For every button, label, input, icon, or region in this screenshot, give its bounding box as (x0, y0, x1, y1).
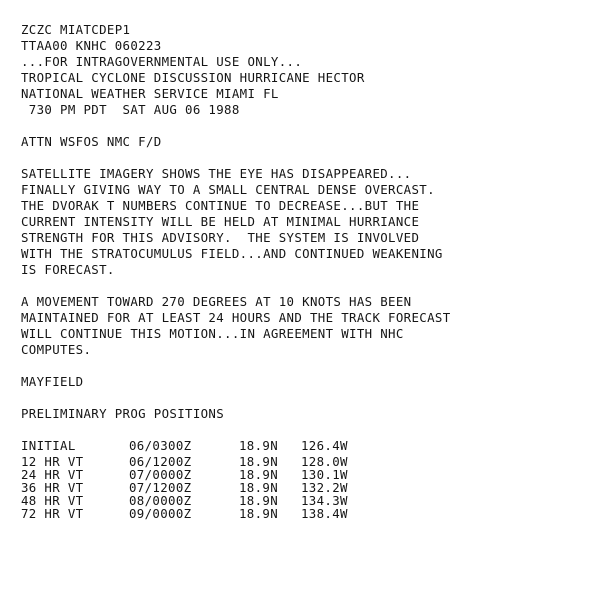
paragraph-line: THE DVORAK T NUMBERS CONTINUE TO DECREASE...BUT THE (21, 198, 420, 213)
latitude: 18.9N (239, 438, 279, 453)
paragraph-line: CURRENT INTENSITY WILL BE HELD AT MINIMAL HURRIANCE (21, 214, 420, 229)
paragraph-line: WILL CONTINUE THIS MOTION...IN AGREEMENT WITH NHC (21, 326, 404, 341)
spacer (21, 358, 601, 374)
forecast-label: 48 HR VT (21, 493, 84, 508)
latitude: 18.9N (239, 454, 279, 469)
paragraph-line: MAINTAINED FOR AT LEAST 24 HOURS AND THE TRACK FORECAST (21, 310, 451, 325)
spacer (21, 278, 601, 294)
paragraph-line: SATELLITE IMAGERY SHOWS THE EYE HAS DISAPPEARED... (21, 166, 412, 181)
valid-time: 06/1200Z (129, 454, 192, 469)
paragraph-line: WITH THE STRATOCUMULUS FIELD...AND CONTINUED WEAKENING (21, 246, 443, 261)
valid-time: 08/0000Z (129, 493, 192, 508)
issuing-office: NATIONAL WEATHER SERVICE MIAMI FL (21, 86, 279, 101)
longitude: 138.4W (301, 506, 348, 521)
forecast-label: INITIAL (21, 438, 76, 453)
spacer (21, 390, 601, 406)
table-row (21, 480, 601, 493)
spacer (21, 150, 601, 166)
paragraph-satellite (21, 166, 601, 278)
valid-time: 06/0300Z (129, 438, 192, 453)
forecast-label: 72 HR VT (21, 506, 84, 521)
attn-line: ATTN WSFOS NMC F/D (21, 134, 162, 149)
positions-title: PRELIMINARY PROG POSITIONS (21, 406, 225, 421)
header-line: ZCZC MIATCDEP1 (21, 22, 131, 37)
table-row (21, 493, 601, 506)
valid-time: 07/0000Z (129, 467, 192, 482)
paragraph-line: FINALLY GIVING WAY TO A SMALL CENTRAL DENSE OVERCAST. (21, 182, 435, 197)
longitude: 130.1W (301, 467, 348, 482)
valid-time: 07/1200Z (129, 480, 192, 495)
header-line: TTAA00 KNHC 060223 (21, 38, 162, 53)
forecast-label: 36 HR VT (21, 480, 84, 495)
forecast-label: 12 HR VT (21, 454, 84, 469)
longitude: 128.0W (301, 454, 348, 469)
header-line: ...FOR INTRAGOVERNMENTAL USE ONLY... (21, 54, 303, 69)
latitude: 18.9N (239, 467, 279, 482)
longitude: 134.3W (301, 493, 348, 508)
table-row (21, 454, 601, 467)
paragraph-line: A MOVEMENT TOWARD 270 DEGREES AT 10 KNOTS HAS BEEN (21, 294, 412, 309)
paragraph-line: IS FORECAST. (21, 262, 115, 277)
latitude: 18.9N (239, 506, 279, 521)
table-row (21, 506, 601, 519)
discussion-document (21, 22, 601, 519)
forecaster-name: MAYFIELD (21, 374, 84, 389)
latitude: 18.9N (239, 493, 279, 508)
paragraph-movement (21, 294, 601, 358)
table-row (21, 438, 601, 454)
spacer (21, 422, 601, 438)
spacer (21, 118, 601, 134)
forecast-label: 24 HR VT (21, 467, 84, 482)
document-title: TROPICAL CYCLONE DISCUSSION HURRICANE HECTOR (21, 70, 365, 85)
longitude: 126.4W (301, 438, 348, 453)
positions-table (21, 438, 601, 519)
table-row (21, 467, 601, 480)
paragraph-line: COMPUTES. (21, 342, 92, 357)
longitude: 132.2W (301, 480, 348, 495)
latitude: 18.9N (239, 480, 279, 495)
issue-time: 730 PM PDT SAT AUG 06 1988 (21, 102, 240, 117)
paragraph-line: STRENGTH FOR THIS ADVISORY. THE SYSTEM IS INVOLVED (21, 230, 420, 245)
valid-time: 09/0000Z (129, 506, 192, 521)
